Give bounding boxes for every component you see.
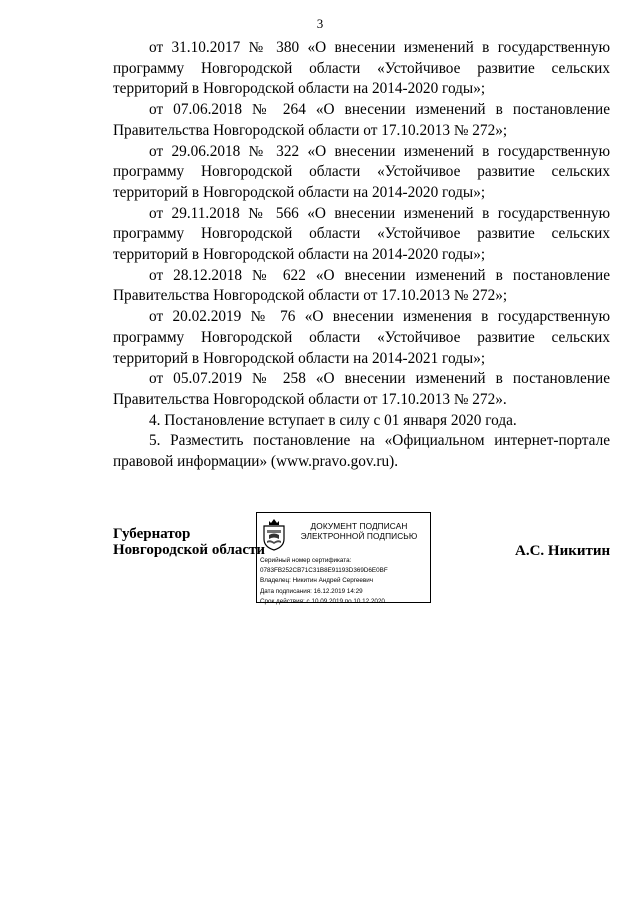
stamp-validity: Срок действия: с 10.09.2019 по 10.12.2020 <box>260 597 385 605</box>
signature-block <box>0 510 640 610</box>
stamp-details <box>260 556 430 607</box>
signer-position-line1: Губернатор <box>113 526 191 542</box>
list-item: от 29.06.2018 № 322 «О внесении изменений в государственную программу Новгородской области «Устойчивое развитие сельских территорий в Новгородской области на 2014-2020 годы»; <box>113 142 610 201</box>
stamp-owner: Владелец: Никитин Андрей Сергеевич <box>260 577 374 585</box>
list-item: от 28.12.2018 № 622 «О внесении изменений в постановление Правительства Новгородской области от 17.10.2013 № 272»; <box>113 266 610 305</box>
list-item: от 07.06.2018 № 264 «О внесении изменений в постановление Правительства Новгородской области от 17.10.2013 № 272»; <box>113 101 610 139</box>
list-item: от 05.07.2019 № 258 «О внесении изменений в постановление Правительства Новгородской области от 17.10.2013 № 272». <box>113 370 610 408</box>
signer-position-line2: Новгородской области <box>113 542 266 558</box>
clause-4: 4. Постановление вступает в силу с 01 января 2020 года. <box>149 411 517 429</box>
stamp-title-line2: ЭЛЕКТРОННОЙ ПОДПИСЬЮ <box>300 531 418 541</box>
novgorod-coat-of-arms-icon <box>261 517 287 551</box>
signer-name: А.С. Никитин <box>515 543 611 559</box>
clause-5: 5. Разместить постановление на «Официальном интернет-портале правовой информации» (www.pravo.gov.ru). <box>113 432 610 471</box>
list-item: от 20.02.2019 № 76 «О внесении изменения в государственную программу Новгородской области «Устойчивое развитие сельских территорий в Новгородской области на 2014-2021 годы»; <box>113 308 610 367</box>
electronic-signature-stamp <box>256 512 431 603</box>
list-item: от 29.11.2018 № 566 «О внесении изменений в государственную программу Новгородской области «Устойчивое развитие сельских территорий в Новгородской области на 2014-2020 годы»; <box>113 204 610 264</box>
stamp-serial-value: 0783FB252CB71C31B8E91193D369D6E0BF <box>260 567 388 575</box>
stamp-serial-label: Серийный номер сертификата: <box>260 557 352 564</box>
page-number: 3 <box>316 16 324 31</box>
signer-position <box>113 526 265 558</box>
stamp-signed-date: Дата подписания: 16.12.2019 14:29 <box>260 587 363 595</box>
document-body <box>113 38 610 473</box>
stamp-title <box>293 521 425 541</box>
stamp-title-line1: ДОКУМЕНТ ПОДПИСАН <box>310 521 408 531</box>
list-item: от 31.10.2017 № 380 «О внесении изменений в государственную программу Новгородской области «Устойчивое развитие сельских территорий в Новгородской области на 2014-2020 годы»; <box>113 39 610 98</box>
